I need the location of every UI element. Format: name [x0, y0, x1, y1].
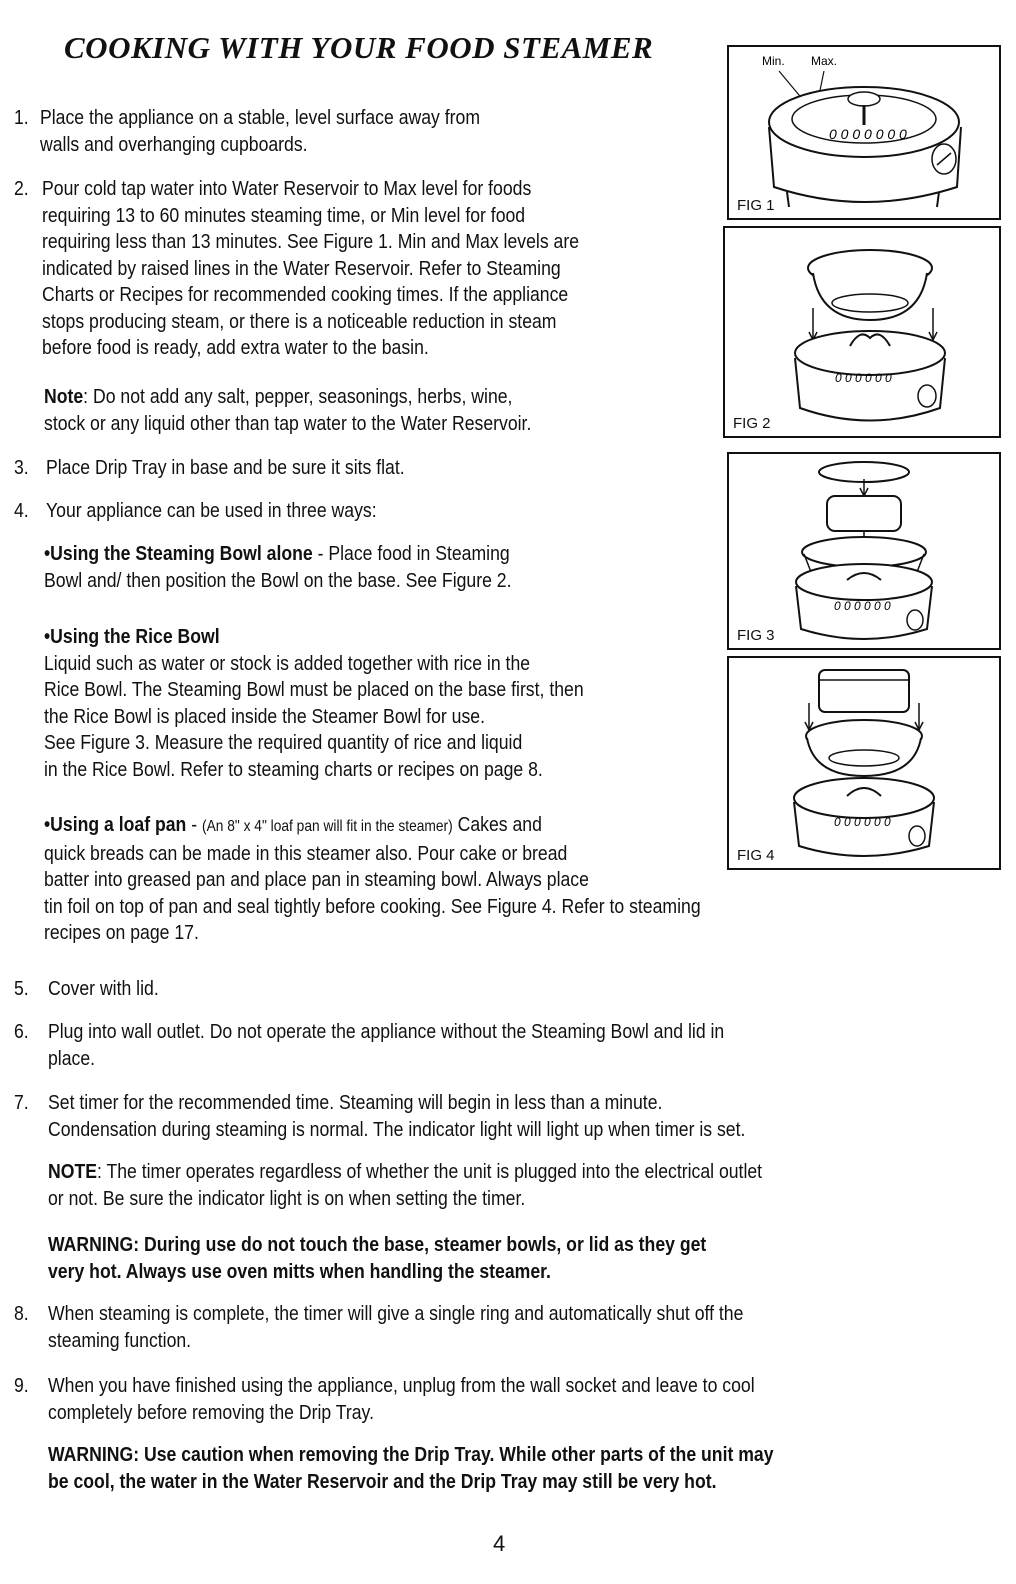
loaf-pan-assembly-illustration	[729, 658, 999, 868]
page-number: 4	[493, 1531, 506, 1556]
note-line: stock or any liquid other than tap water to the Water Reservoir.	[44, 411, 532, 435]
step-7-number: 7.	[14, 1091, 29, 1114]
usage-line: Cakes and	[452, 813, 542, 836]
usage-line: Liquid such as water or stock is added together with rice in the	[44, 651, 531, 675]
step-2-line: requiring 13 to 60 minutes steaming time, or Min level for food	[42, 203, 526, 227]
warning-drip-tray	[48, 1442, 774, 1495]
svg-text:0 0 0 0 0 0 0: 0 0 0 0 0 0 0	[829, 126, 907, 142]
figure-label: FIG 2	[733, 415, 771, 432]
step-7-line: Set timer for the recommended time. Steaming will begin in less than a minute.	[48, 1091, 663, 1114]
step-7-line: Condensation during steaming is normal. The indicator light will light up when timer is set.	[48, 1117, 746, 1141]
step-9-text	[48, 1373, 755, 1426]
svg-text:0 0 0 0 0 0: 0 0 0 0 0 0	[835, 371, 892, 385]
step-3-number: 3.	[14, 456, 29, 479]
step-2-line: indicated by raised lines in the Water Reservoir. Refer to Steaming	[42, 256, 561, 280]
figure-3	[727, 452, 1001, 650]
note-line: : Do not add any salt, pepper, seasonings, herbs, wine,	[83, 385, 513, 408]
step-9-number: 9.	[14, 1374, 29, 1397]
rice-bowl-assembly-illustration	[729, 454, 999, 648]
page-title: COOKING WITH YOUR FOOD STEAMER	[64, 30, 654, 65]
step-5-number: 5.	[14, 977, 29, 1000]
usage-line: Bowl and/ then position the Bowl on the base. See Figure 2.	[44, 568, 512, 592]
step-2-line: Pour cold tap water into Water Reservoir to Max level for foods	[42, 177, 532, 200]
warning-line: very hot. Always use oven mitts when handling the steamer.	[48, 1259, 551, 1283]
usage-line: recipes on page 17.	[44, 921, 199, 944]
step-4-text: Your appliance can be used in three ways:	[46, 499, 377, 522]
step-2-line: Charts or Recipes for recommended cooking times. If the appliance	[42, 283, 569, 306]
step-2-line: requiring less than 13 minutes. See Figure 1. Min and Max levels are	[42, 230, 580, 253]
step-1-line: Place the appliance on a stable, level surface away from	[40, 106, 481, 129]
step-6-line: Plug into wall outlet. Do not operate the appliance without the Steaming Bowl and lid in	[48, 1020, 725, 1043]
figure-label: FIG 1	[737, 197, 775, 214]
usage-dash: -	[186, 813, 203, 836]
max-label: Max.	[811, 54, 838, 68]
steamer-base-illustration	[729, 47, 999, 218]
usage-line: quick breads can be made in this steamer also. Pour cake or bread	[44, 841, 568, 865]
note-timer	[48, 1159, 762, 1212]
step-6-line: place.	[48, 1046, 96, 1070]
step-2-line: before food is ready, add extra water to the basin.	[42, 336, 429, 359]
step-6-text	[48, 1019, 724, 1072]
note-label: Note	[44, 385, 84, 408]
figure-label: FIG 4	[737, 847, 775, 864]
step-1-line: walls and overhanging cupboards.	[40, 132, 308, 156]
step-1-text	[40, 105, 480, 158]
usage-label: •Using the Steaming Bowl alone	[44, 542, 313, 565]
usage-label: •Using a loaf pan	[44, 813, 187, 836]
usage-rice-bowl	[44, 624, 584, 783]
min-label: Min.	[762, 54, 785, 68]
usage-line: See Figure 3. Measure the required quantity of rice and liquid	[44, 731, 523, 754]
step-2-text	[42, 176, 579, 362]
warning-hot-surfaces	[48, 1232, 706, 1285]
note-line: : The timer operates regardless of whether the unit is plugged into the electrical outlet	[96, 1160, 763, 1183]
step-8-line: When steaming is complete, the timer will give a single ring and automatically shut off the	[48, 1302, 744, 1325]
usage-line: in the Rice Bowl. Refer to steaming charts or recipes on page 8.	[44, 757, 543, 781]
step-2-line: stops producing steam, or there is a noticeable reduction in steam	[42, 309, 557, 333]
step-7-text	[48, 1090, 745, 1143]
svg-text:0 0 0 0 0 0: 0 0 0 0 0 0	[834, 815, 891, 829]
figure-4	[727, 656, 1001, 870]
step-8-text	[48, 1301, 743, 1354]
step-8-line: steaming function.	[48, 1328, 192, 1352]
usage-label: •Using the Rice Bowl	[44, 625, 220, 648]
step-8-number: 8.	[14, 1302, 29, 1325]
warning-line: WARNING: During use do not touch the base, steamer bowls, or lid as they get	[48, 1233, 707, 1256]
usage-loaf-pan	[44, 812, 701, 947]
steaming-bowl-assembly-illustration	[725, 228, 999, 436]
note-reservoir	[44, 384, 531, 437]
svg-text:0 0 0 0 0 0: 0 0 0 0 0 0	[834, 599, 891, 613]
usage-line: tin foil on top of pan and seal tightly before cooking. See Figure 4. Refer to steaming	[44, 894, 701, 918]
figure-label: FIG 3	[737, 627, 775, 644]
step-2-number: 2.	[14, 177, 29, 200]
figure-1	[727, 45, 1001, 220]
step-4-number: 4.	[14, 499, 29, 522]
note-line: or not. Be sure the indicator light is on when setting the timer.	[48, 1186, 526, 1210]
step-6-number: 6.	[14, 1020, 29, 1043]
step-9-line: completely before removing the Drip Tray.	[48, 1400, 374, 1424]
usage-line: Rice Bowl. The Steaming Bowl must be placed on the base first, then	[44, 678, 584, 701]
usage-note: (An 8" x 4" loaf pan will fit in the steamer)	[202, 818, 453, 835]
usage-steaming-bowl	[44, 541, 512, 594]
step-1-number: 1.	[14, 106, 29, 129]
warning-line: WARNING: Use caution when removing the Drip Tray. While other parts of the unit may	[48, 1443, 774, 1466]
usage-line: batter into greased pan and place pan in steaming bowl. Always place	[44, 868, 589, 891]
note-label: NOTE	[48, 1160, 97, 1183]
step-3-text: Place Drip Tray in base and be sure it sits flat.	[46, 456, 405, 479]
usage-line: - Place food in Steaming	[312, 542, 510, 565]
step-5-text: Cover with lid.	[48, 977, 159, 1000]
figure-2	[723, 226, 1001, 438]
step-9-line: When you have finished using the appliance, unplug from the wall socket and leave to cool	[48, 1374, 755, 1397]
warning-line: be cool, the water in the Water Reservoir and the Drip Tray may still be very hot.	[48, 1469, 717, 1493]
usage-line: the Rice Bowl is placed inside the Steamer Bowl for use.	[44, 704, 485, 728]
